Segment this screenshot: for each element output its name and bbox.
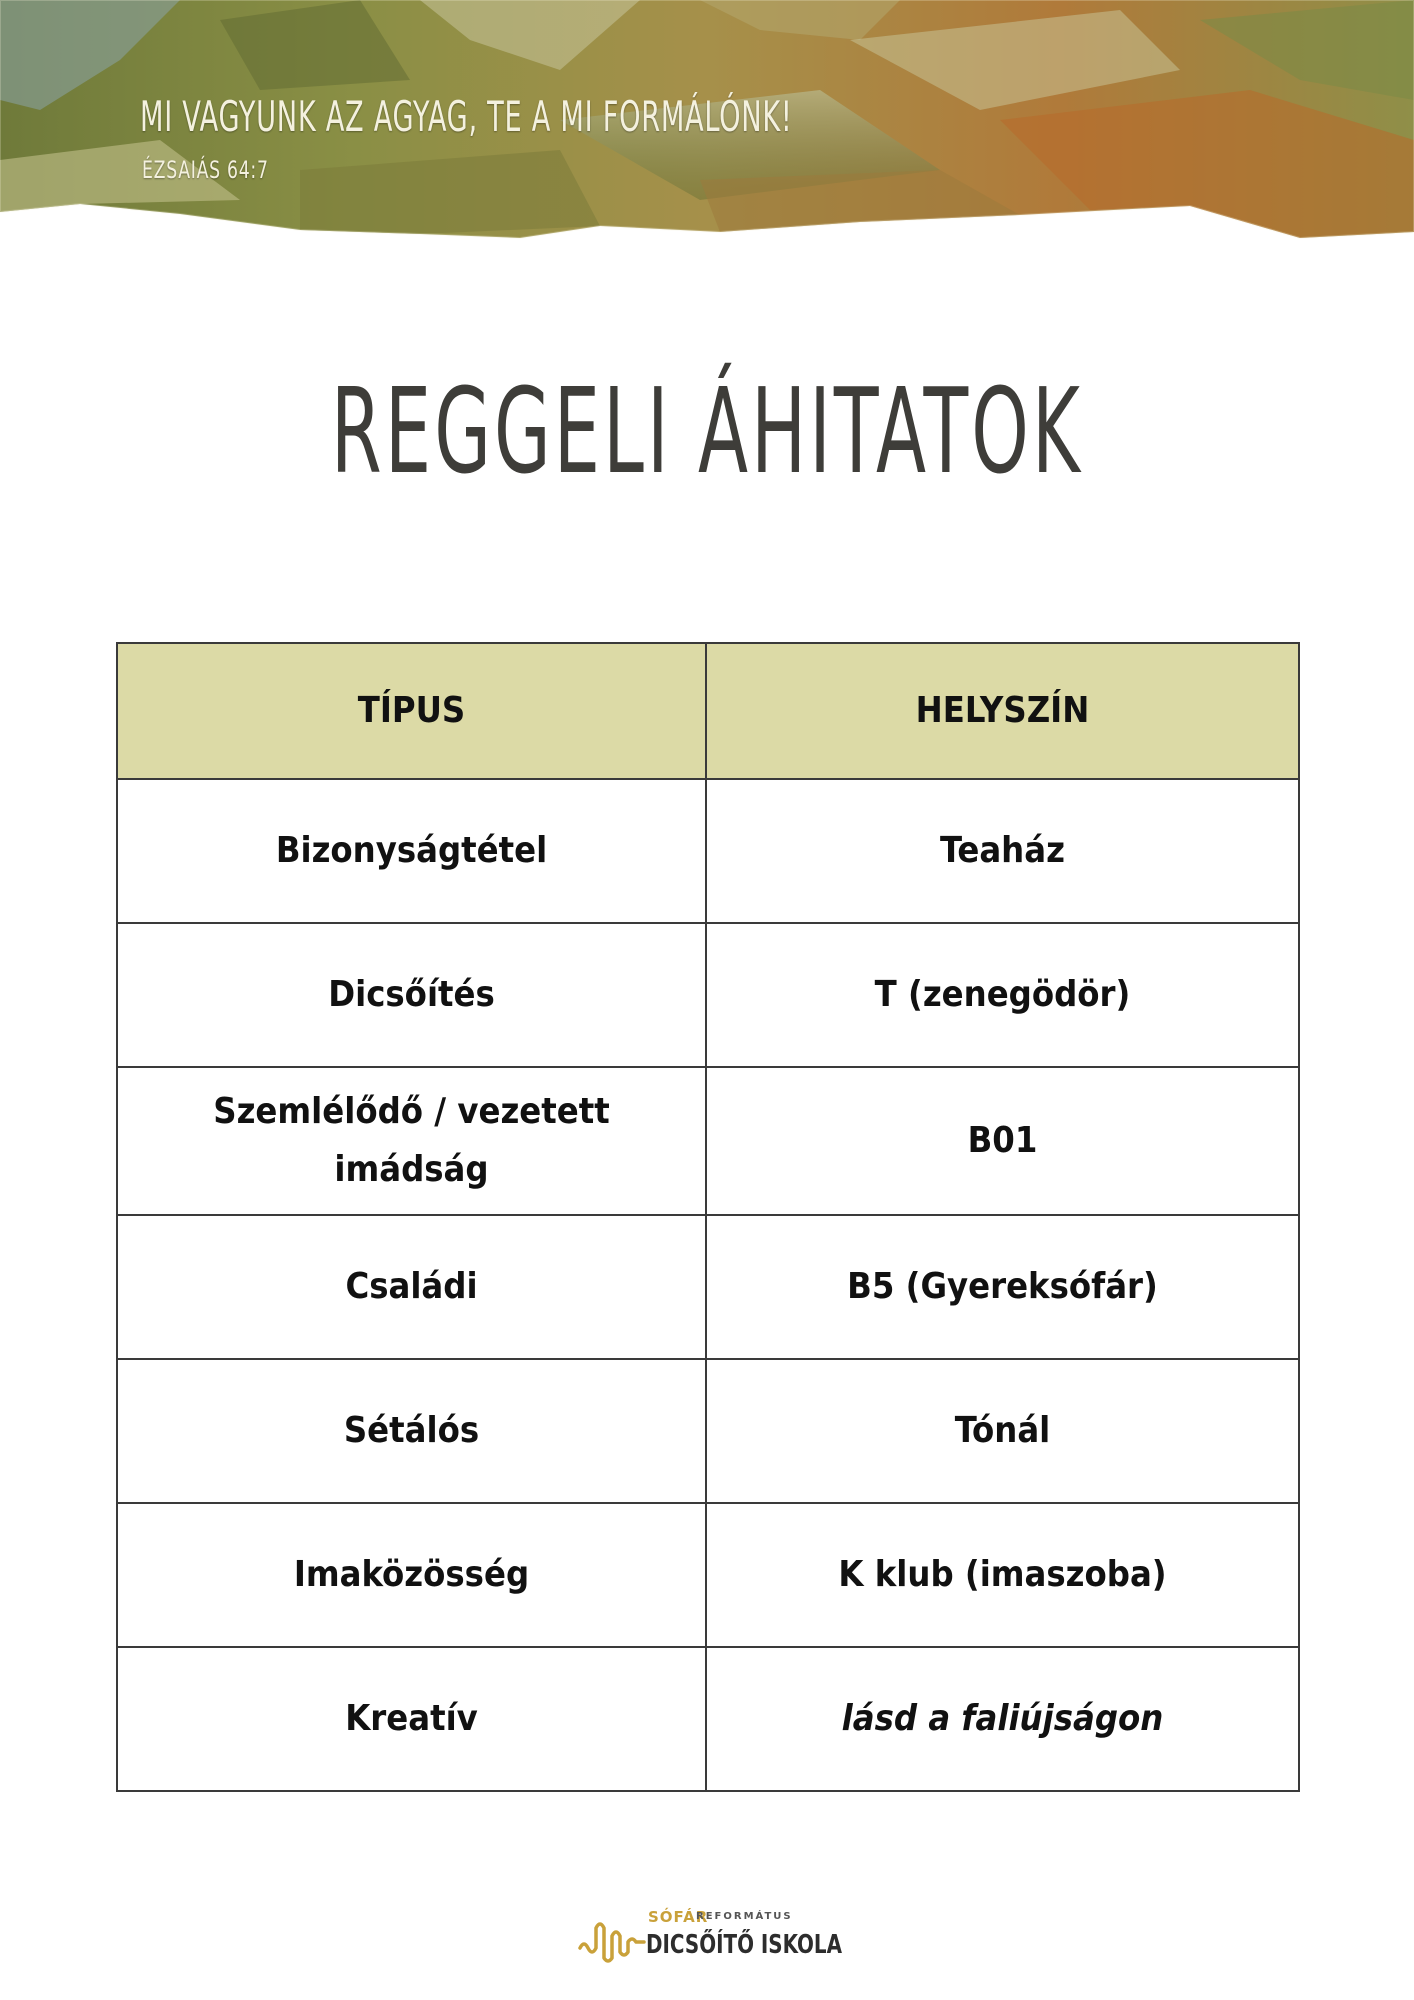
table-row: [117, 1503, 1299, 1647]
column-header-type: TÍPUS: [117, 643, 706, 779]
logo-reformatus-text: REFORMÁTUS: [696, 1911, 793, 1922]
header-verse: MI VAGYUNK AZ AGYAG, TE A MI FORMÁLÓNK!: [140, 92, 793, 141]
cell-location: T (zenegödör): [706, 923, 1299, 1067]
cell-type: Imaközösség: [117, 1503, 706, 1647]
cell-location: B5 (Gyereksófár): [706, 1215, 1299, 1359]
soundwave-logo-icon: [578, 1918, 648, 1964]
table-header-row: [117, 643, 1299, 779]
cell-location: B01: [706, 1067, 1299, 1215]
schedule-table: [116, 642, 1300, 1792]
table-row: [117, 779, 1299, 923]
cell-location: lásd a faliújságon: [706, 1647, 1299, 1791]
table-row: [117, 1215, 1299, 1359]
cell-type: Szemlélődő / vezetett imádság: [117, 1067, 706, 1215]
cell-type: Bizonyságtétel: [117, 779, 706, 923]
table-row: [117, 1067, 1299, 1215]
table-row: [117, 1359, 1299, 1503]
logo-name-text: DICSŐÍTŐ ISKOLA: [646, 1930, 842, 1960]
cell-type: Dicsőítés: [117, 923, 706, 1067]
cell-location: K klub (imaszoba): [706, 1503, 1299, 1647]
header-verse-reference: ÉZSAIÁS 64:7: [142, 156, 269, 184]
cell-type: Családi: [117, 1215, 706, 1359]
page-title: REGGELI ÁHITATOK: [330, 362, 1084, 500]
table-row: [117, 1647, 1299, 1791]
cell-type: Kreatív: [117, 1647, 706, 1791]
cell-location: Tónál: [706, 1359, 1299, 1503]
logo-sofar-text: SÓFÁR: [648, 1908, 709, 1926]
cell-type: Sétálós: [117, 1359, 706, 1503]
column-header-location: HELYSZÍN: [706, 643, 1299, 779]
cell-location: Teaház: [706, 779, 1299, 923]
footer-logo: [578, 1908, 848, 1968]
table-row: [117, 923, 1299, 1067]
